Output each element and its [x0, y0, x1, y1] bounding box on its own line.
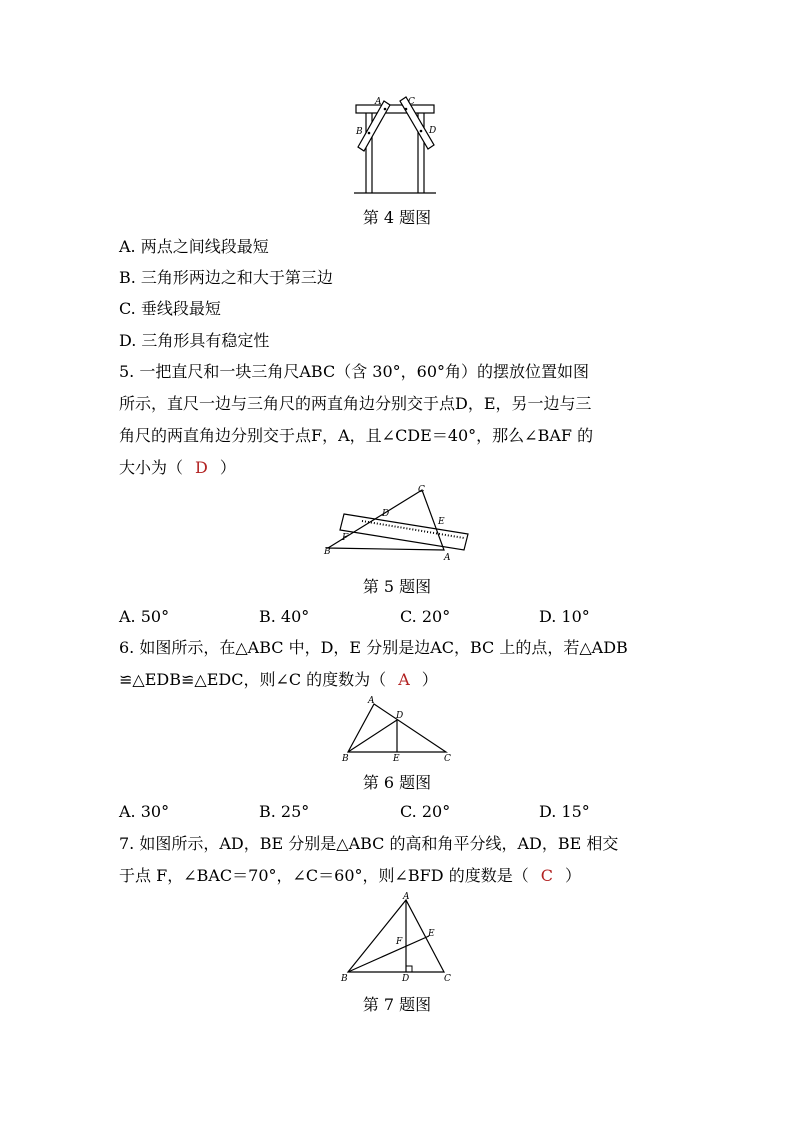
label-a: A — [403, 892, 410, 902]
nail-b — [368, 132, 371, 135]
label-f: F — [342, 533, 349, 543]
q7-stem-line-2 — [119, 866, 581, 886]
q6-option-a: A. 30° — [119, 802, 170, 821]
label-d: D — [429, 126, 437, 136]
figure-4-caption: 第 4 题图 — [362, 208, 432, 227]
label-b: B — [342, 754, 349, 764]
q7-stem-line-1: 7. 如图所示，AD，BE 分别是△ABC 的高和角平分线，AD，BE 相交 — [119, 834, 619, 853]
figure-7 — [340, 890, 456, 988]
q6-stem-line-1: 6. 如图所示，在△ABC 中，D，E 分别是边AC，BC 上的点，若△ADB — [119, 638, 628, 657]
q5-option-b: B. 40° — [259, 607, 310, 626]
q6-option-d: D. 15° — [539, 802, 590, 821]
label-a: A — [368, 696, 375, 706]
q5-stem-line-1: 5. 一把直尺和一块三角尺ABC（含 30°，60°角）的摆放位置如图 — [119, 362, 590, 381]
label-e: E — [393, 754, 400, 764]
q4-option-a: A. 两点之间线段最短 — [119, 237, 269, 256]
label-c: C — [418, 485, 425, 495]
label-b: B — [356, 127, 363, 137]
q6-option-b: B. 25° — [259, 802, 310, 821]
q6-option-c: C. 20° — [400, 802, 451, 821]
label-e: E — [428, 929, 435, 939]
q5-stem-prefix: 大小为（ — [119, 458, 184, 477]
q7-stem-prefix: 于点 F，∠BAC＝70°，∠C＝60°，则∠BFD 的度数是（ — [119, 866, 529, 885]
q5-option-a: A. 50° — [119, 607, 170, 626]
label-d: D — [396, 711, 404, 721]
q7-answer: C — [540, 866, 553, 885]
label-a: A — [444, 553, 451, 563]
q5-option-c: C. 20° — [400, 607, 451, 626]
q5-answer: D — [195, 458, 208, 477]
label-c: C — [444, 754, 451, 764]
label-a: A — [375, 97, 382, 107]
label-e: E — [438, 517, 445, 527]
nail-d — [420, 130, 423, 133]
label-c: C — [444, 974, 451, 984]
label-f: F — [396, 937, 403, 947]
label-b: B — [341, 974, 348, 984]
q6-answer: A — [398, 670, 410, 689]
q4-option-c: C. 垂线段最短 — [119, 299, 221, 318]
bisector-be — [348, 936, 429, 972]
q4-option-b: B. 三角形两边之和大于第三边 — [119, 268, 333, 287]
q7-stem-close: ） — [564, 866, 581, 885]
q5-stem-close: ） — [219, 458, 236, 477]
q6-stem-prefix: ≌△EDB≌△EDC，则∠C 的度数为（ — [119, 670, 387, 689]
q4-option-d: D. 三角形具有稳定性 — [119, 331, 270, 350]
q6-stem-close: ） — [421, 670, 438, 689]
label-b: B — [324, 547, 331, 557]
figure-5-caption: 第 5 题图 — [362, 577, 432, 596]
label-d: D — [382, 509, 390, 519]
q5-option-d: D. 10° — [539, 607, 590, 626]
nail-c — [405, 108, 408, 111]
figure-5 — [318, 484, 478, 566]
figure-6-caption: 第 6 题图 — [362, 773, 432, 792]
q6-stem-line-2 — [119, 670, 438, 690]
top-beam — [356, 105, 434, 113]
figure-7-caption: 第 7 题图 — [362, 995, 432, 1014]
q5-stem-line-2: 所示，直尺一边与三角尺的两直角边分别交于点D，E，另一边与三 — [119, 394, 592, 413]
figure-6 — [340, 694, 454, 764]
label-c: C — [408, 97, 415, 107]
q5-stem-line-3: 角尺的两直角边分别交于点F，A，且∠CDE＝40°，那么∠BAF 的 — [119, 426, 594, 445]
q5-stem-line-4 — [119, 458, 236, 478]
label-d: D — [402, 974, 410, 984]
ruler — [340, 514, 468, 550]
right-angle-mark — [406, 966, 412, 972]
segment-bd — [348, 720, 397, 752]
nail-a — [384, 108, 387, 111]
figure-4 — [350, 95, 440, 197]
